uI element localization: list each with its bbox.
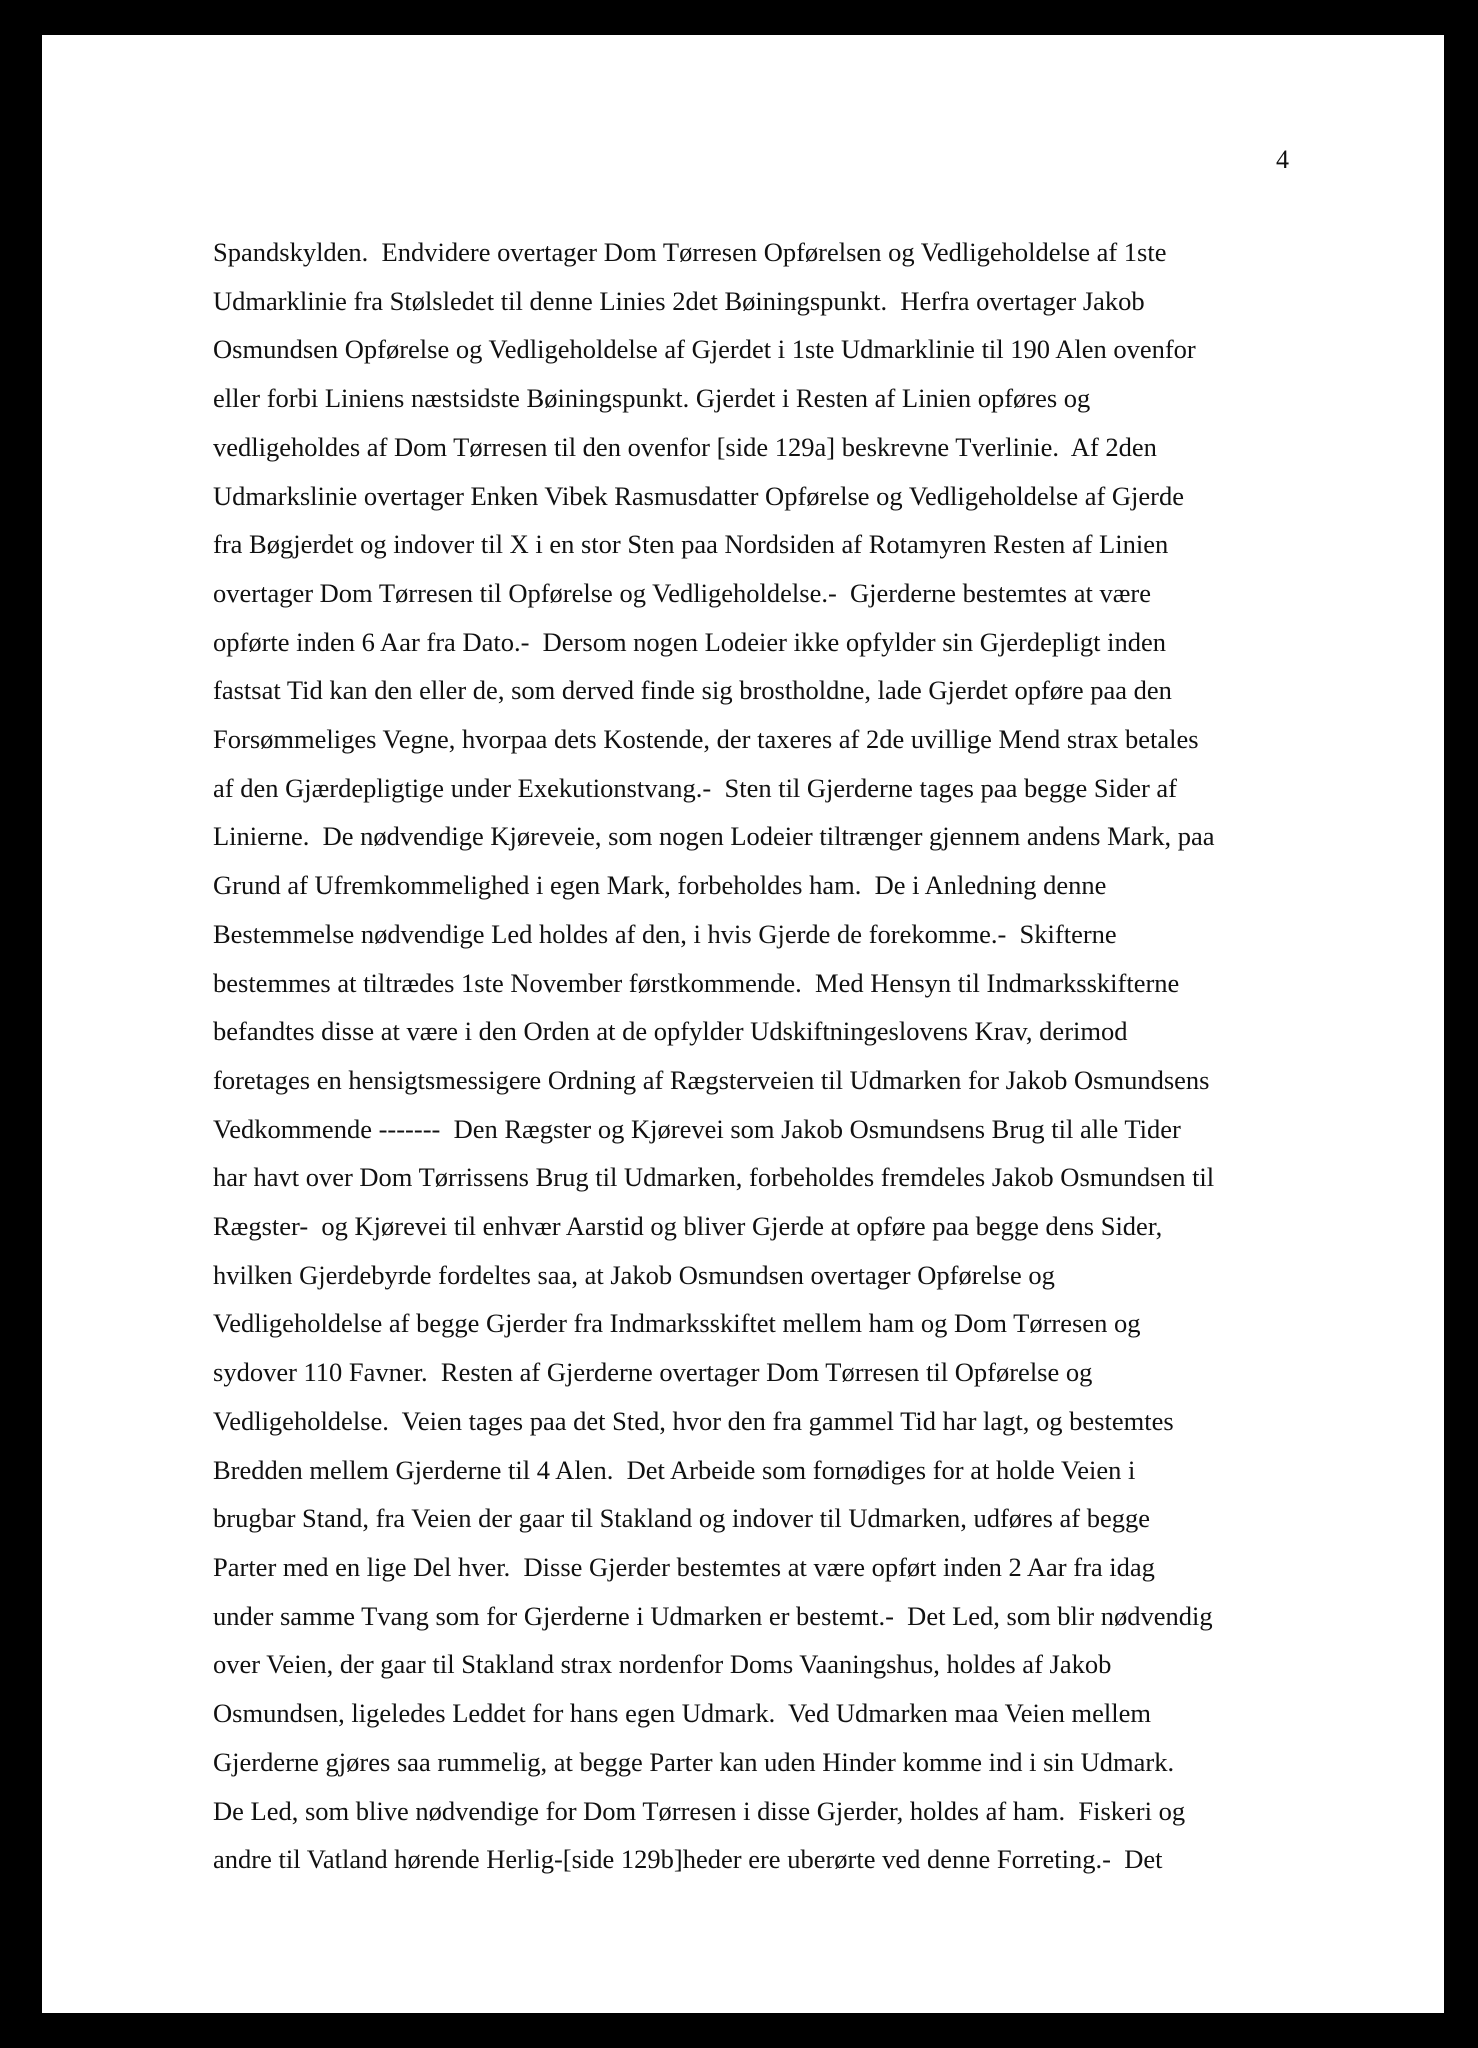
text-line: De Led, som blive nødvendige for Dom Tørresen i disse Gjerder, holdes af ham. Fiskeri og: [213, 1795, 1186, 1826]
text-line: under samme Tvang som for Gjerderne i Udmarken er bestemt.- Det Led, som blir nødvendig: [213, 1600, 1213, 1631]
text-line: andre til Vatland hørende Herlig-[side 129b]heder ere uberørte ved denne Forreting.- Det: [213, 1844, 1163, 1875]
body-text: [213, 228, 1353, 1884]
text-line: Forsømmeliges Vegne, hvorpaa dets Kostende, der taxeres af 2de uvillige Mend strax betales: [213, 724, 1199, 755]
text-line: eller forbi Liniens næstsidste Bøiningspunkt. Gjerdet i Resten af Linien opføres og: [213, 383, 1091, 414]
text-line: Vedligeholdelse. Veien tages paa det Sted, hvor den fra gammel Tid har lagt, og bestemtes: [213, 1405, 1174, 1436]
text-line: Vedkommende ------- Den Rægster og Kjørevei som Jakob Osmundsens Brug til alle Tider: [213, 1113, 1181, 1144]
text-line: fastsat Tid kan den eller de, som derved finde sig brostholdne, lade Gjerdet opføre paa den: [213, 675, 1172, 706]
document-page: [42, 35, 1444, 2013]
text-line: Gjerderne gjøres saa rummelig, at begge Parter kan uden Hinder komme ind i sin Udmark.: [213, 1746, 1175, 1777]
text-line: Bestemmelse nødvendige Led holdes af den, i hvis Gjerde de forekomme.- Skifterne: [213, 918, 1117, 949]
text-line: fra Bøgjerdet og indover til X i en stor Sten paa Nordsiden af Rotamyren Resten af Linien: [213, 529, 1169, 560]
text-line: Parter med en lige Del hver. Disse Gjerder bestemtes at være opført inden 2 Aar fra idag: [213, 1551, 1155, 1582]
text-line: Vedligeholdelse af begge Gjerder fra Indmarksskiftet mellem ham og Dom Tørresen og: [213, 1308, 1141, 1339]
text-line: Osmundsen Opførelse og Vedligeholdelse af Gjerdet i 1ste Udmarklinie til 190 Alen ovenfor: [213, 334, 1196, 365]
text-line: af den Gjærdepligtige under Exekutionstvang.- Sten til Gjerderne tages paa begge Sider af: [213, 772, 1178, 803]
text-line: opførte inden 6 Aar fra Dato.- Dersom nogen Lodeier ikke opfylder sin Gjerdepligt inden: [213, 626, 1166, 657]
text-line: befandtes disse at være i den Orden at de opfylder Udskiftningeslovens Krav, derimod: [213, 1016, 1128, 1047]
text-line: Bredden mellem Gjerderne til 4 Alen. Det Arbeide som fornødiges for at holde Veien i: [213, 1454, 1136, 1485]
text-line: Spandskylden. Endvidere overtager Dom Tørresen Opførelsen og Vedligeholdelse af 1ste: [213, 237, 1167, 267]
text-line: Rægster- og Kjørevei til enhvær Aarstid og bliver Gjerde at opføre paa begge dens Sider,: [213, 1211, 1163, 1242]
text-line: Udmarklinie fra Stølsledet til denne Linies 2det Bøiningspunkt. Herfra overtager Jakob: [213, 285, 1145, 316]
text-line: Udmarkslinie overtager Enken Vibek Rasmusdatter Opførelse og Vedligeholdelse af Gjerde: [213, 480, 1185, 511]
text-line: overtager Dom Tørresen til Opførelse og Vedligeholdelse.- Gjerderne bestemtes at være: [213, 577, 1151, 608]
text-line: brugbar Stand, fra Veien der gaar til Stakland og indover til Udmarken, udføres af begge: [213, 1503, 1151, 1534]
text-line: har havt over Dom Tørrissens Brug til Udmarken, forbeholdes fremdeles Jakob Osmundsen til: [213, 1162, 1215, 1193]
text-line: Linierne. De nødvendige Kjøreveie, som nogen Lodeier tiltrænger gjennem andens Mark, paa: [213, 821, 1215, 852]
text-line: hvilken Gjerdebyrde fordeltes saa, at Jakob Osmundsen overtager Opførelse og: [213, 1259, 1055, 1290]
text-line: sydover 110 Favner. Resten af Gjerderne overtager Dom Tørresen til Opførelse og: [213, 1357, 1093, 1388]
text-line: foretages en hensigtsmessigere Ordning af Rægsterveien til Udmarken for Jakob Osmundsens: [213, 1064, 1210, 1095]
text-line: vedligeholdes af Dom Tørresen til den ovenfor [side 129a] beskrevne Tverlinie. Af 2den: [213, 431, 1157, 462]
text-line: bestemmes at tiltrædes 1ste November førstkommende. Med Hensyn til Indmarksskifterne: [213, 967, 1180, 998]
text-line: Grund af Ufremkommelighed i egen Mark, forbeholdes ham. De i Anledning denne: [213, 870, 1107, 901]
text-line: Osmundsen, ligeledes Leddet for hans egen Udmark. Ved Udmarken maa Veien mellem: [213, 1698, 1152, 1729]
page-number: 4: [1276, 145, 1289, 174]
text-line: over Veien, der gaar til Stakland strax nordenfor Doms Vaaningshus, holdes af Jakob: [213, 1649, 1112, 1680]
